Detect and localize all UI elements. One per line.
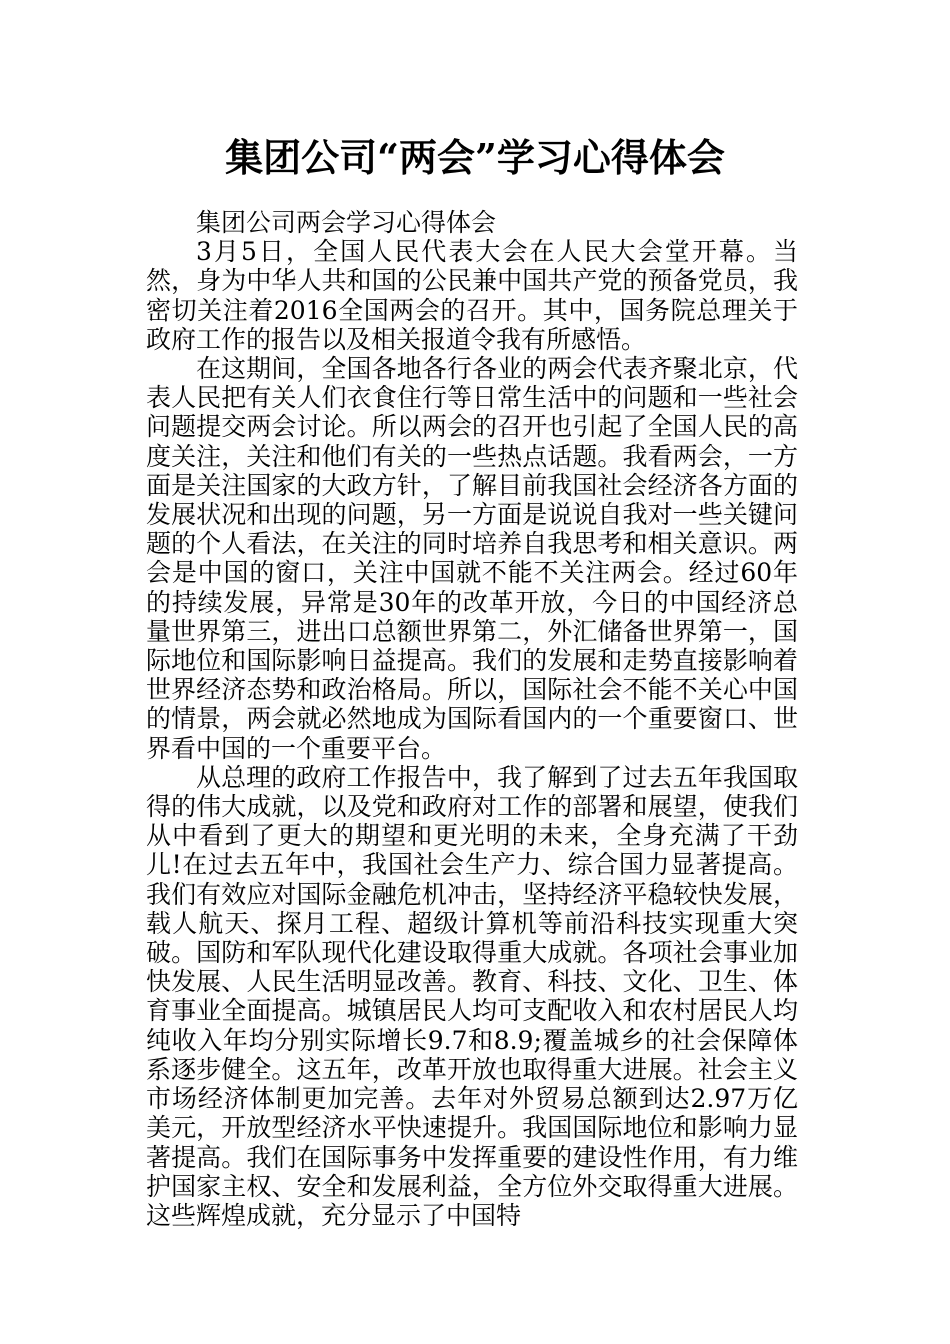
- paragraph-subtitle: 集团公司两会学习心得体会: [196, 208, 497, 237]
- document-title: 集团公司“两会”学习心得体会: [225, 135, 725, 180]
- document-body: [146, 208, 798, 1230]
- paragraph: 从总理的政府工作报告中，我了解到了过去五年我国取得的伟大成就，以及党和政府对工作的部署和展望，使我们从中看到了更大的期望和更光明的未来，全身充满了干劲儿!在过去五年中，我国社会生产力、综合国力显著提高。我们有效应对国际金融危机冲击，坚持经济平稳较快发展，载人航天、探月工程、超级计算机等前沿科技实现重大突破。国防和军队现代化建设取得重大成就。各项社会事业加快发展、人民生活明显改善。教育、科技、文化、卫生、体育事业全面提高。城镇居民人均可支配收入和农村居民人均纯收入年均分别实际增长9.7和8.9;覆盖城乡的社会保障体系逐步健全。这五年，改革开放也取得重大进展。社会主义市场经济体制更加完善。去年对外贸易总额到达2.97万亿美元，开放型经济水平快速提升。我国国际地位和影响力显著提高。我们在国际事务中发挥重要的建设性作用，有力维护国家主权、安全和发展利益，全方位外交取得重大进展。这些辉煌成就，充分显示了中国特: [146, 762, 798, 1230]
- paragraph: 3月5日，全国人民代表大会在人民大会堂开幕。当然，身为中华人共和国的公民兼中国共产党的预备党员，我密切关注着2016全国两会的召开。其中，国务院总理关于政府工作的报告以及相关报道令我有所感悟。: [146, 237, 798, 354]
- paragraph: 在这期间，全国各地各行各业的两会代表齐聚北京，代表人民把有关人们衣食住行等日常生活中的问题和一些社会问题提交两会讨论。所以两会的召开也引起了全国人民的高度关注，关注和他们有关的一些热点话题。我看两会，一方面是关注国家的大政方针，了解目前我国社会经济各方面的发展状况和出现的问题，另一方面是说说自我对一些关键问题的个人看法，在关注的同时培养自我思考和相关意识。两会是中国的窗口，关注中国就不能不关注两会。经过60年的持续发展，异常是30年的改革开放，今日的中国经济总量世界第三，进出口总额世界第二，外汇储备世界第一，国际地位和国际影响日益提高。我们的发展和走势直接影响着世界经济态势和政治格局。所以，国际社会不能不关心中国的情景，两会就必然地成为国际看国内的一个重要窗口、世界看中国的一个重要平台。: [146, 354, 798, 763]
